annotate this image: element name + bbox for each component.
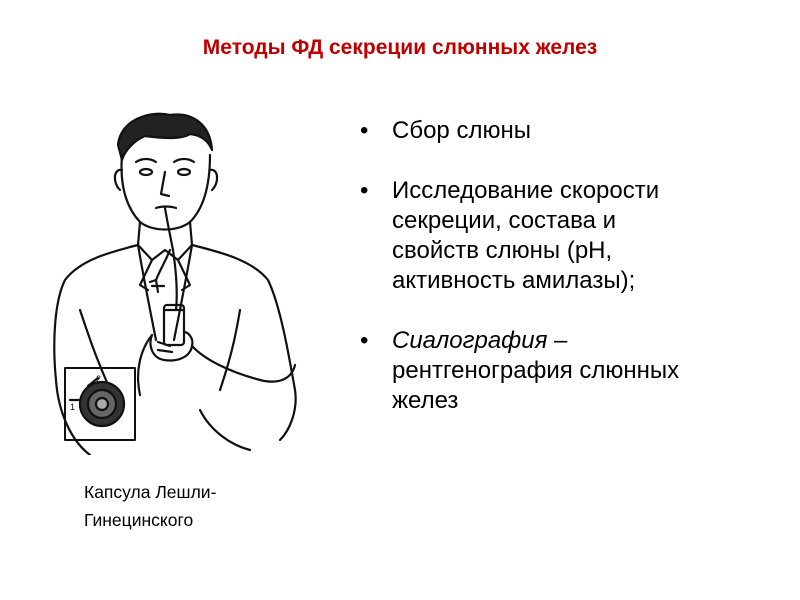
caption-line: Гинецинского [84,510,194,530]
bullet-item-saliva-collection [360,116,780,146]
bullet-list [360,116,780,446]
bullet-dot-icon: • [360,117,369,144]
bullet-text [392,326,780,356]
bullet-item-secretion-study [360,176,780,296]
bullet-dot-icon: • [360,327,369,354]
bullet-text: рентгенография слюнных [392,357,680,384]
man-collecting-saliva-illustration [40,110,330,455]
bullet-text: свойств слюны (рН, [392,237,613,264]
bullet-text: секреции, состава и [392,207,617,234]
capsule-label-1: 1 [70,402,76,412]
capsule-label-2: 2 [96,374,102,384]
italic-term: Сиалография [392,327,548,354]
caption-line: Капсула Лешли- [84,482,217,502]
term-dash: – [547,327,568,354]
illustration-caption [84,478,324,534]
bullet-text: Исследование скорости [392,177,660,204]
slide-title: Методы ФД секреции слюнных желез [202,36,598,59]
bullet-item-sialography [360,326,780,416]
bullet-text: Сбор слюны [392,117,531,144]
bullet-text: желез [392,387,459,414]
bullet-text: активность амилазы); [392,267,636,294]
bullet-dot-icon: • [360,177,369,204]
